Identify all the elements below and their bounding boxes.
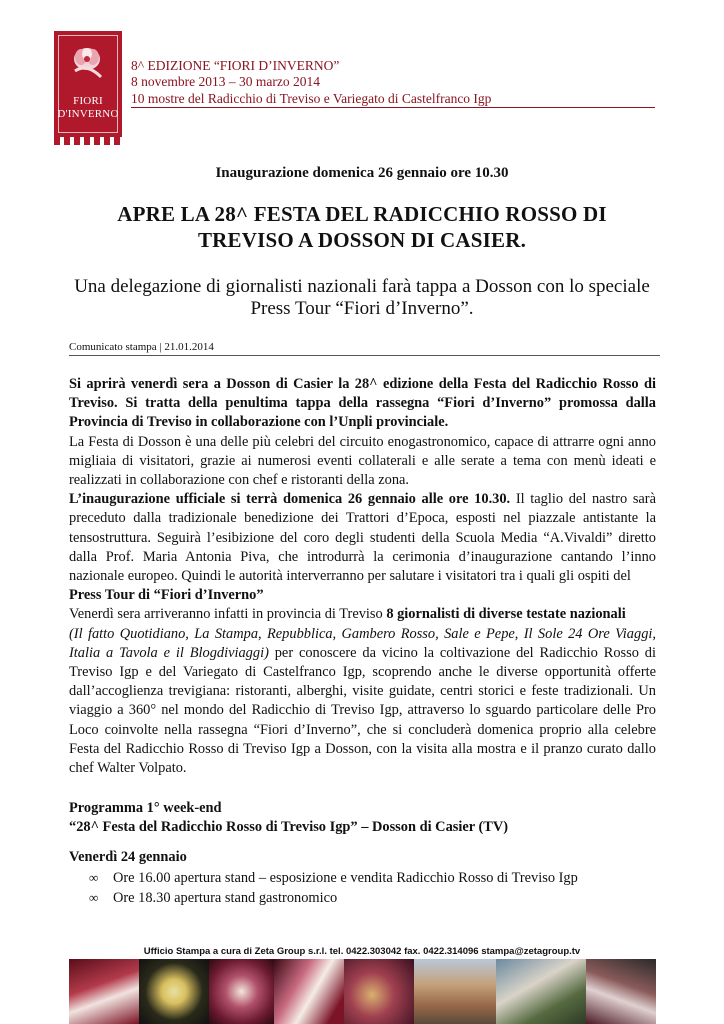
infinity-bullet-icon: ∞: [89, 890, 99, 905]
variegato-photo: [209, 959, 274, 1024]
chef-photo: [586, 959, 656, 1024]
press-release-date: Comunicato stampa | 21.01.2014: [69, 341, 660, 356]
program-festival-name: “28^ Festa del Radicchio Rosso di Treviso Igp” – Dosson di Casier (TV): [69, 819, 509, 835]
festa-paragraph: La Festa di Dosson è una delle più celebri del circuito enogastronomico, capace di attrarre ogni anno migliaia di visitatori, grazie ai numerosi eventi collaterali e alle serate a tema con menù ideati e realizzati in collaborazione con chef e ristoranti della zona.: [69, 433, 656, 489]
tour-description: per conoscere da vicino la coltivazione del Radicchio Rosso di Treviso Igp e del Variegato di Castelfranco Igp, scoprendo anche le diverse opportunità offerte dall’accoglienza trevigiana: ristoranti, alberghi, visite guidate, centri storici e feste tradizionali. Un viaggio a 360° nel mondo del Radicchio di Treviso Igp, attraverso lo sguardo particolare delle Pro Loco coinvolte nella rassegna “Fiori d’Inverno”, che si concluderà domenica proprio alla celebre Festa del Radicchio Rosso di Treviso Igp a Dosson, con la visita alla mostra e il pranzo curato dallo chef Walter Volpato.: [69, 644, 656, 777]
radicchio-flower-photo: [139, 959, 209, 1024]
schedule-day: Venerdì 24 gennaio: [69, 849, 187, 865]
inauguration-sentence: L’inaugurazione ufficiale si terrà domenica 26 gennaio alle ore 10.30.: [69, 491, 511, 508]
journalists-count: 8 giornalisti di diverse testate nazionali: [386, 606, 626, 623]
treviso-square-photo: [414, 959, 496, 1024]
list-item: [89, 888, 578, 908]
radicchio-bunch-photo: [274, 959, 344, 1024]
title-line-1: APRE LA 28^ FESTA DEL RADICCHIO ROSSO DI: [117, 202, 607, 226]
inauguration-line: Inaugurazione domenica 26 gennaio ore 10.30: [215, 165, 509, 181]
market-photo: [496, 959, 586, 1024]
logo-crenellation: [54, 137, 122, 145]
press-office-footer: Ufficio Stampa a cura di Zeta Group s.r.l. tel. 0422.303042 fax. 0422.314096 stampa@zetagroup.tv: [143, 946, 581, 957]
page-title: [60, 201, 664, 253]
header-edition: 8^ EDIZIONE “FIORI D’INVERNO”: [131, 58, 340, 73]
radicchio-flower-icon: [67, 41, 107, 83]
header-exhibitions: 10 mostre del Radicchio di Treviso e Variegato di Castelfranco Igp: [131, 91, 655, 108]
logo-text-line-1: FIORI: [73, 95, 103, 107]
program-heading: [69, 799, 656, 837]
subtitle-line-2: Press Tour “Fiori d’Inverno”.: [250, 298, 474, 319]
article-body: [69, 375, 656, 778]
ceremony-text: Il taglio del nastro sarà preceduto dalla tradizionale benedizione dei Trattori d’Epoca, esposti nel piazzale antistante la tensostruttura. Seguirà l’esibizione del coro degli studenti della Scuola Media “A.Vivaldi” diretto dalla Prof. Maria Antonia Piva, che introdurrà la cerimonia d’inaugurazione cantando l’inno nazionale europeo. Quindi le autorità interverranno per salutare i visitatori tra i quali gli ospiti del: [69, 491, 656, 585]
intro-paragraph: Si aprirà venerdì sera a Dosson di Casier la 28^ edizione della Festa del Radicchio Rosso di Treviso. Si tratta della penultima tappa della rassegna “Fiori d’Inverno” promossa dalla Provincia di Treviso in collaborazione con l’Unpli provinciale.: [69, 376, 656, 431]
header-info: [131, 58, 655, 108]
subtitle-line-1: Una delegazione di giornalisti nazionali farà tappa a Dosson con lo speciale: [74, 276, 650, 297]
fiori-dinverno-logo: [54, 31, 122, 145]
list-item: [89, 868, 578, 888]
newspaper-list: (Il fatto Quotidiano, La Stampa, Repubblica, Gambero Rosso, Sale e Pepe, Il Sole 24 Ore Viaggi, Italia a Tavola e il Blogdiviaggi): [69, 625, 656, 661]
logo-text-line-2: D'INVERNO: [57, 108, 119, 120]
schedule-item-text: Ore 18.30 apertura stand gastronomico: [113, 890, 338, 906]
photo-strip: [69, 959, 656, 1024]
schedule-list: [89, 868, 578, 908]
title-line-2: TREVISO A DOSSON DI CASIER.: [197, 228, 527, 252]
radicchio-photo: [69, 959, 139, 1024]
journalists-intro: Venerdì sera arriveranno infatti in provincia di Treviso: [69, 606, 387, 623]
radicchio-cluster-photo: [344, 959, 414, 1024]
schedule-item-text: Ore 16.00 apertura stand – esposizione e vendita Radicchio Rosso di Treviso Igp: [113, 870, 578, 886]
subtitle: [60, 276, 664, 320]
program-title: Programma 1° week-end: [69, 800, 222, 816]
press-tour-heading: Press Tour di “Fiori d’Inverno”: [69, 587, 264, 604]
header-dates: 8 novembre 2013 – 30 marzo 2014: [131, 74, 320, 89]
infinity-bullet-icon: ∞: [89, 870, 99, 885]
